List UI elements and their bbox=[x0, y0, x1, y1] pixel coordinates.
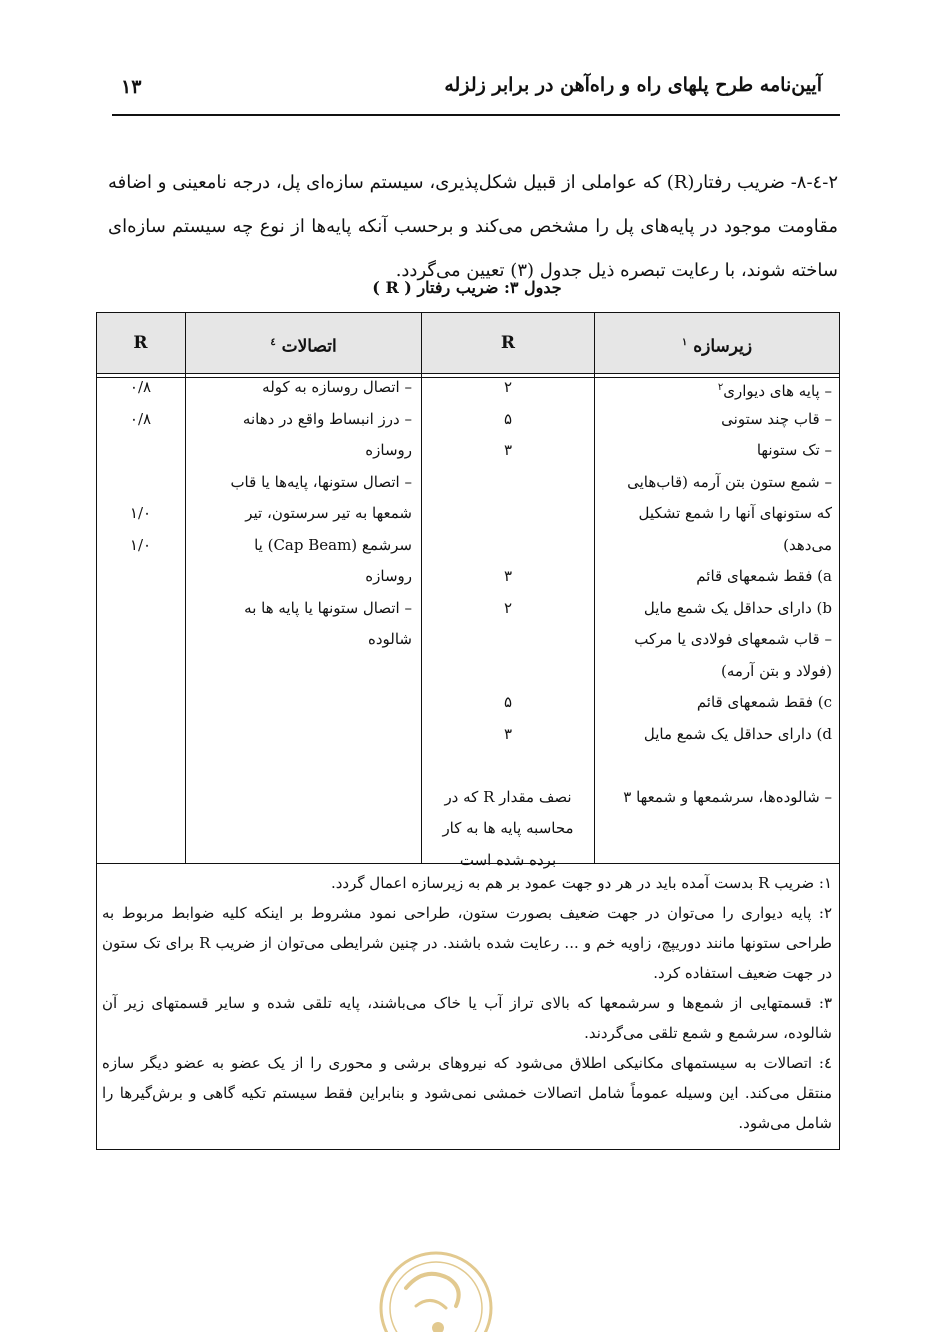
r1-value bbox=[422, 656, 594, 688]
r1-value: ۵ bbox=[503, 409, 513, 428]
header-r1: R bbox=[500, 333, 516, 353]
r1-value: ۲ bbox=[503, 598, 513, 617]
connection-line: – اتصال ستونها یا پایه ها به bbox=[244, 598, 412, 617]
r1-value bbox=[422, 467, 594, 499]
substructure-column bbox=[602, 372, 832, 813]
r1-value: ۲ bbox=[503, 378, 513, 396]
r1-column bbox=[422, 372, 594, 876]
substructure-line: (فولاد و بتن آرمه) bbox=[720, 661, 832, 680]
footnote-ref: ۲ bbox=[717, 382, 724, 393]
connection-line: سرشمع (Cap Beam) یا bbox=[254, 535, 412, 554]
footnote-ref: ۱ bbox=[681, 337, 688, 348]
substructure-line: می‌دهد) bbox=[783, 535, 832, 554]
r2-column bbox=[96, 372, 185, 561]
connection-line: – اتصال روسازه به کوله bbox=[262, 378, 412, 396]
connection-line: شمعها به تیر سرستون، تیر bbox=[245, 504, 412, 522]
substructure-line: d) دارای حداقل یک شمع مایل bbox=[643, 724, 832, 743]
connection-line: روسازه bbox=[365, 567, 412, 585]
page-number: ۱۳ bbox=[121, 76, 142, 98]
r1-value: نصف مقدار R که در bbox=[444, 787, 572, 806]
r1-value: ۳ bbox=[503, 441, 513, 459]
column-divider bbox=[594, 312, 595, 863]
r1-value: ۳ bbox=[503, 567, 513, 585]
r1-value bbox=[422, 750, 594, 782]
behavior-factor-table bbox=[96, 312, 840, 1150]
header-connections-label: اتصالات bbox=[281, 336, 337, 357]
footnote-ref: ٤ bbox=[270, 337, 276, 348]
r2-value: ۰/۸ bbox=[129, 409, 152, 428]
connections-column bbox=[192, 372, 412, 656]
connection-line: – اتصال ستونها، پایه‌ها یا قاب bbox=[230, 472, 412, 491]
r1-value: برده شده است bbox=[459, 850, 557, 869]
substructure-line: – قاب شمعهای فولادی یا مرکب bbox=[634, 630, 832, 648]
r2-value: ۰/۸ bbox=[129, 378, 152, 396]
table-note: ۲: پایه دیواری را می‌توان در جهت ضعیف بصورت ستون، طراحی نمود مشروط بر اینکه کلیه ضوابط مربوط به طراحی ستونها مانند دوریپچ، زاویه خم و ... رعایت شده باشند. در چنین شرایطی می‌توان از ضریب R برای تک ستون در جهت ضعیف استفاده کرد. bbox=[102, 904, 832, 982]
header-substructure-label: زیرسازه bbox=[693, 336, 753, 357]
section-paragraph: ۲-٤-۸- ضریب رفتار(R) که عواملی از قبیل شکل‌پذیری، سیستم سازه‌ای پل، درجه نامعینی و اضافه مقاومت موجود در پایه‌های پل را مشخص می‌کند و برحسب آنکه پایه‌ها از نوع چه سیستم سازه‌ای ساخته شوند، با رعایت تبصره ذیل جدول (۳) تعیین می‌گردد. bbox=[108, 172, 838, 281]
substructure-line: که ستونهای آنها را شمع تشکیل bbox=[638, 504, 832, 522]
header-rule bbox=[112, 114, 840, 116]
substructure-line: b) دارای حداقل یک شمع مایل bbox=[643, 598, 832, 617]
table-note: ۳: قسمتهایی از شمع‌ها و سرشمعها که بالای تراز آب یا خاک می‌باشند، پایه تلقی شده و سایر قسمتهای زیر آن شالوده، سرشمع و شمع تلقی می‌گردند. bbox=[102, 994, 832, 1042]
header-substructure bbox=[595, 312, 839, 374]
substructure-line: – پایه های دیواری$^۲$ bbox=[717, 382, 832, 400]
substructure-line: c) فقط شمعهای قائم bbox=[696, 693, 832, 711]
table-note: ٤: اتصالات به سیستمهای مکانیکی اطلاق می‌شود که نیروهای برشی و محوری را از یک عضو به عضو دیگر سازه منتقل می‌کند. این وسیله عموماً شامل اتصالات خمشی نمی‌شود و بنابراین فقط سیستم تکیه گاهی و برش‌گیرها را شامل می‌شود. bbox=[102, 1054, 832, 1132]
substructure-line bbox=[602, 750, 832, 782]
r1-value bbox=[422, 624, 594, 656]
header-r2: R bbox=[133, 333, 148, 353]
r1-value bbox=[422, 530, 594, 562]
connection-line: روسازه bbox=[365, 441, 412, 459]
connection-line: – درز انبساط واقع در دهانه bbox=[242, 409, 412, 428]
table-notes bbox=[102, 868, 832, 1138]
r2-value bbox=[96, 435, 185, 467]
substructure-line: – شالوده‌ها، سرشمعها و شمعها ۳ bbox=[623, 787, 832, 806]
table-caption: جدول ۳: ضریب رفتار ( R ) bbox=[372, 278, 562, 297]
substructure-line: – شمع ستون بتن آرمه (قاب‌هایی bbox=[627, 472, 832, 491]
header-connections bbox=[186, 312, 421, 374]
substructure-line: a) فقط شمعهای قائم bbox=[696, 567, 832, 585]
r2-value: ۱/۰ bbox=[129, 504, 152, 522]
r1-value bbox=[422, 498, 594, 530]
table-note: ۱: ضریب R بدست آمده باید در هر دو جهت عمود بر هم به زیرسازه اعمال گردد. bbox=[330, 874, 832, 892]
r1-value: محاسبه پایه ها به کار bbox=[442, 819, 574, 837]
r2-value bbox=[96, 467, 185, 499]
connection-line: شالوده bbox=[368, 630, 412, 648]
publisher-seal bbox=[376, 1248, 496, 1332]
substructure-line: – تک ستونها bbox=[756, 441, 832, 459]
running-header-title: آیین‌نامه طرح پلهای راه و راه‌آهن در برابر زلزله bbox=[444, 74, 822, 96]
r2-value: ۱/۰ bbox=[129, 535, 152, 554]
r1-value: ۳ bbox=[503, 724, 513, 743]
column-divider bbox=[185, 312, 186, 863]
substructure-line: – قاب چند ستونی bbox=[721, 409, 832, 428]
r1-value: ۵ bbox=[503, 693, 513, 711]
